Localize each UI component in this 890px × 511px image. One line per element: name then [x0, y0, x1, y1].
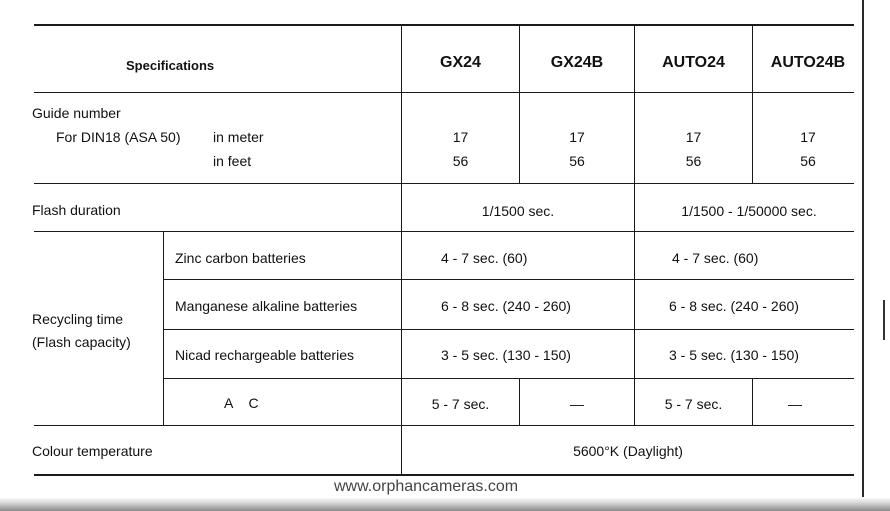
table-bottom-rule	[34, 474, 854, 476]
recycling-row1-rule	[163, 279, 854, 280]
guide-meter-auto24: 17	[685, 129, 702, 145]
recycling-row2-rule	[163, 329, 854, 330]
watermark: www.orphancameras.com	[334, 478, 519, 495]
battery-manganese-alkaline: Manganese alkaline batteries	[175, 298, 358, 314]
colour-temperature-label: Colour temperature	[32, 443, 153, 459]
meter-label: in meter	[213, 129, 264, 145]
guide-meter-gx24b: 17	[569, 129, 585, 145]
recycling-nicad-auto: 3 - 5 sec. (130 - 150)	[669, 347, 799, 363]
model-header-gx24: GX24	[440, 54, 481, 71]
page-right-edge	[862, 0, 864, 500]
feet-label: in feet	[213, 153, 252, 169]
ac-auto24: 5 - 7 sec.	[664, 396, 723, 412]
specifications-header: Specifications	[126, 58, 215, 73]
gx-auto-divider	[634, 24, 635, 426]
din-label: For DIN18 (ASA 50)	[56, 129, 181, 145]
flash-capacity-label: (Flash capacity)	[32, 334, 131, 350]
recycling-subcolumn-divider	[163, 231, 164, 426]
scan-bottom-shadow	[0, 497, 890, 511]
guide-number-label: Guide number	[32, 105, 121, 121]
flash-duration-gx: 1/1500 sec.	[481, 203, 555, 219]
recycling-nicad-gx: 3 - 5 sec. (130 - 150)	[441, 347, 571, 363]
guide-feet-auto24b: 56	[800, 153, 816, 169]
page-edge-mark	[883, 300, 885, 340]
ac-gx24b: —	[570, 396, 584, 412]
ac-gx24: 5 - 7 sec.	[431, 396, 490, 412]
model-header-auto24: AUTO24	[662, 54, 725, 71]
flash-duration-auto: 1/1500 - 1/50000 sec.	[681, 203, 817, 219]
model-header-gx24b: GX24B	[550, 54, 604, 71]
recycling-row3-rule	[163, 378, 854, 379]
guide-feet-auto24: 56	[685, 153, 702, 169]
ac-auto24b: —	[788, 396, 802, 412]
recycling-manganese-auto: 6 - 8 sec. (240 - 260)	[669, 298, 799, 314]
recycling-manganese-gx: 6 - 8 sec. (240 - 260)	[441, 298, 571, 314]
flash-duration-label: Flash duration	[32, 202, 121, 218]
header-bottom-rule	[34, 92, 854, 93]
table-top-rule	[34, 24, 854, 26]
guide-number-bottom-rule	[34, 183, 854, 184]
guide-feet-gx24: 56	[452, 153, 469, 169]
guide-meter-auto24b: 17	[800, 129, 816, 145]
battery-nicad: Nicad rechargeable batteries	[175, 347, 354, 363]
flash-duration-bottom-rule	[34, 231, 854, 232]
recycling-zinc-auto: 4 - 7 sec. (60)	[672, 250, 759, 266]
recycling-zinc-gx: 4 - 7 sec. (60)	[441, 250, 528, 266]
recycling-bottom-rule	[34, 425, 854, 426]
guide-feet-gx24b: 56	[569, 153, 585, 169]
ac-label: A C	[224, 395, 265, 411]
colour-temperature-value: 5600°K (Daylight)	[573, 443, 683, 459]
recycling-label: Recycling time	[32, 311, 124, 327]
battery-zinc-carbon: Zinc carbon batteries	[175, 250, 306, 266]
guide-meter-gx24: 17	[452, 129, 469, 145]
model-header-auto24b: AUTO24B	[770, 54, 846, 71]
